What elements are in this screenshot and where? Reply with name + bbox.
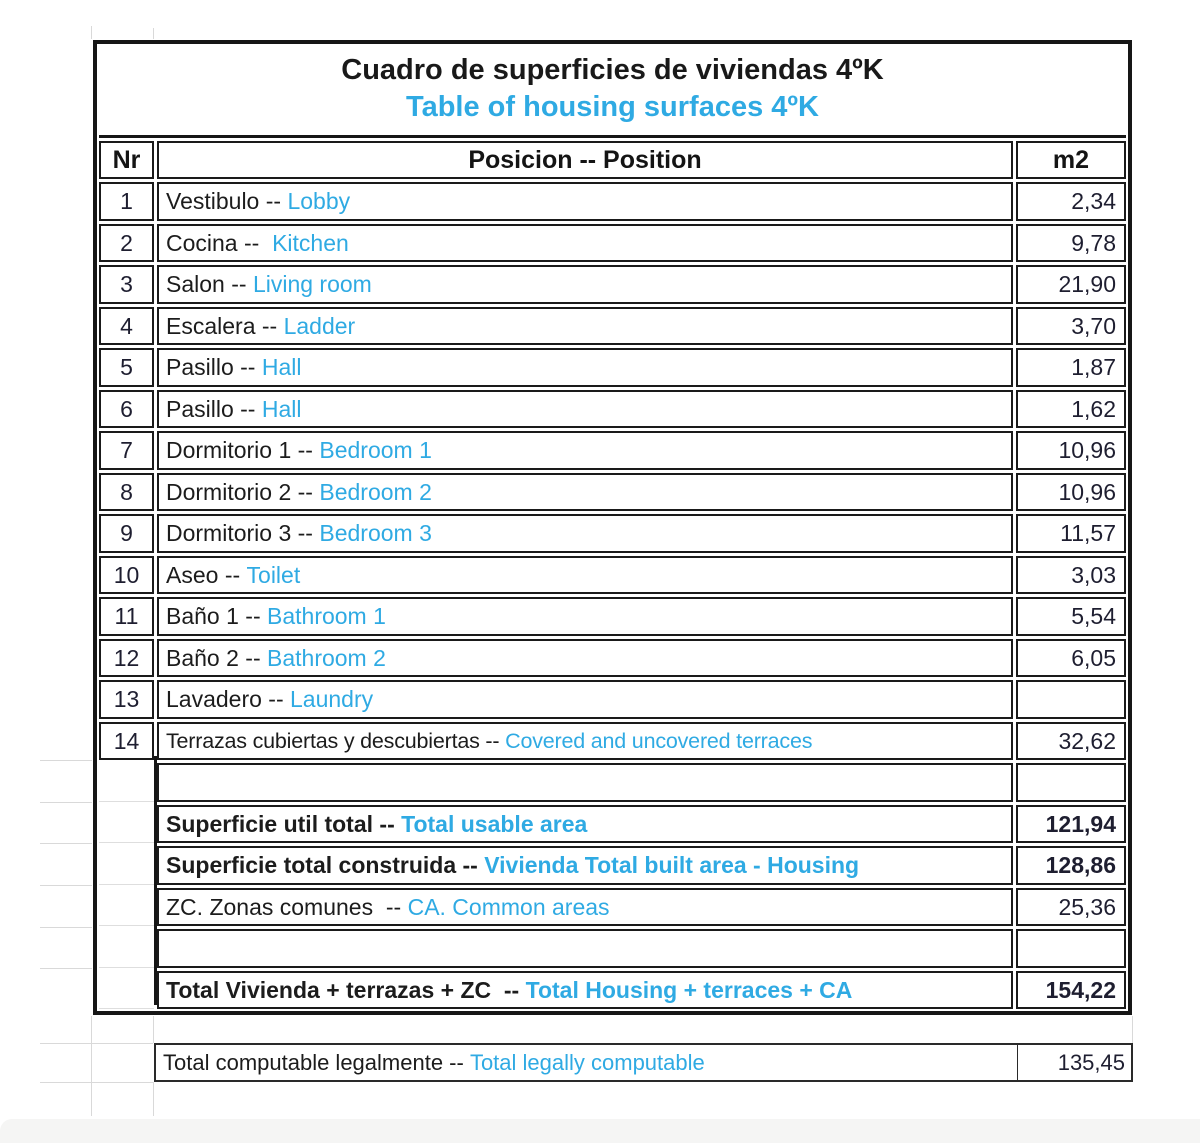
- summary-text-es: Superficie total construida --: [166, 852, 485, 879]
- table-row: [99, 473, 1126, 512]
- position-text-es: Cocina --: [166, 229, 273, 256]
- position-text-en: Kitchen: [272, 229, 349, 256]
- row-nr-cell: 9: [99, 514, 154, 553]
- table-row: [99, 597, 1126, 636]
- position-text-es: Dormitorio 3 --: [166, 520, 320, 547]
- table-title-english: Table of housing surfaces 4ºK: [406, 91, 819, 124]
- gridline: [40, 760, 92, 761]
- position-text-en: Bedroom 2: [319, 478, 432, 505]
- position-text-en: Ladder: [283, 312, 356, 339]
- gridline: [153, 1016, 154, 1043]
- grand-total-area-cell: 154,22: [1016, 971, 1126, 1010]
- row-nr-cell: 13: [99, 680, 154, 719]
- position-text-en: Lobby: [287, 188, 351, 215]
- gridline: [40, 968, 92, 969]
- empty-area-cell: [1016, 929, 1126, 968]
- row-nr-cell: 11: [99, 597, 154, 636]
- table-row: [99, 348, 1126, 387]
- table-row: [99, 514, 1126, 553]
- summary-row: [99, 846, 1126, 885]
- row-position-cell: [157, 722, 1013, 761]
- position-text-es: Lavadero --: [166, 686, 291, 713]
- nr-column-divider-line: [154, 756, 157, 1005]
- gridline: [91, 1016, 92, 1116]
- table-row: [99, 556, 1126, 595]
- summary-area-cell: 25,36: [1016, 888, 1126, 927]
- row-nr-cell: 10: [99, 556, 154, 595]
- row-area-cell: 2,34: [1016, 182, 1126, 221]
- summary-text-es: ZC. Zonas comunes --: [166, 893, 408, 920]
- row-area-cell: 1,87: [1016, 348, 1126, 387]
- position-text-es: Dormitorio 2 --: [166, 478, 320, 505]
- table-row: [99, 265, 1126, 304]
- row-position-cell: [157, 514, 1013, 553]
- row-position-cell: [157, 182, 1013, 221]
- row-area-cell: 5,54: [1016, 597, 1126, 636]
- row-area-cell: 3,03: [1016, 556, 1126, 595]
- summary-position-cell: [157, 805, 1013, 844]
- summary-text-en: CA. Common areas: [407, 893, 610, 920]
- row-nr-cell: 14: [99, 722, 154, 761]
- row-nr-cell: 12: [99, 639, 154, 678]
- table-row: [99, 431, 1126, 470]
- row-position-cell: [157, 224, 1013, 263]
- position-text-es: Dormitorio 1 --: [166, 437, 320, 464]
- gridline: [40, 885, 92, 886]
- row-position-cell: [157, 556, 1013, 595]
- row-position-cell: [157, 680, 1013, 719]
- empty-nr-cell: [99, 846, 154, 885]
- position-text-es: Baño 2 --: [166, 644, 267, 671]
- summary-row: [99, 805, 1126, 844]
- grand-total-text-es: Total Vivienda + terrazas + ZC --: [166, 976, 526, 1003]
- gridline: [40, 843, 92, 844]
- position-text-es: Pasillo --: [166, 395, 262, 422]
- row-nr-cell: 6: [99, 390, 154, 429]
- row-nr-cell: 4: [99, 307, 154, 346]
- table-title-block: [99, 46, 1126, 138]
- empty-nr-cell: [99, 805, 154, 844]
- legal-total-area-cell: 135,45: [1017, 1045, 1131, 1080]
- row-area-cell: 3,70: [1016, 307, 1126, 346]
- row-position-cell: [157, 307, 1013, 346]
- position-text-en: Hall: [261, 395, 302, 422]
- empty-nr-cell: [99, 763, 154, 802]
- empty-area-cell: [1016, 763, 1126, 802]
- legal-total-text-es: Total computable legalmente --: [163, 1049, 470, 1075]
- row-nr-cell: 1: [99, 182, 154, 221]
- position-text-es: Vestibulo --: [166, 188, 288, 215]
- row-area-cell: 6,05: [1016, 639, 1126, 678]
- position-text-en: Living room: [252, 271, 372, 298]
- row-position-cell: [157, 390, 1013, 429]
- empty-nr-cell: [99, 929, 154, 968]
- row-nr-cell: 5: [99, 348, 154, 387]
- row-area-cell: 10,96: [1016, 473, 1126, 512]
- summary-area-cell: 128,86: [1016, 846, 1126, 885]
- position-text-es: Baño 1 --: [166, 603, 267, 630]
- gridline: [153, 1082, 154, 1116]
- spacer-row: [99, 929, 1126, 968]
- table-row: [99, 390, 1126, 429]
- row-position-cell: [157, 473, 1013, 512]
- header-row: [99, 141, 1126, 180]
- legal-total-row: [154, 1043, 1133, 1082]
- table-row: [99, 722, 1126, 761]
- position-text-en: Bedroom 1: [319, 437, 432, 464]
- grand-total-text-en: Total Housing + terraces + CA: [525, 976, 853, 1003]
- gridline: [153, 28, 154, 39]
- empty-position-cell: [157, 763, 1013, 802]
- header-m2: m2: [1016, 141, 1126, 180]
- table-row: [99, 680, 1126, 719]
- gridline: [40, 927, 92, 928]
- empty-nr-cell: [99, 888, 154, 927]
- row-nr-cell: 8: [99, 473, 154, 512]
- grand-total-row: [99, 971, 1126, 1010]
- summary-position-cell: [157, 846, 1013, 885]
- summary-area-cell: 121,94: [1016, 805, 1126, 844]
- empty-nr-cell: [99, 971, 154, 1010]
- row-area-cell: 10,96: [1016, 431, 1126, 470]
- position-text-es: Escalera --: [166, 312, 284, 339]
- row-position-cell: [157, 431, 1013, 470]
- row-area-cell: 9,78: [1016, 224, 1126, 263]
- summary-text-es: Superficie util total --: [166, 810, 402, 837]
- grand-total-position-cell: [157, 971, 1013, 1010]
- row-nr-cell: 2: [99, 224, 154, 263]
- gridline: [40, 1043, 153, 1044]
- position-text-es: Terrazas cubiertas y descubiertas --: [166, 728, 506, 753]
- row-area-cell: 11,57: [1016, 514, 1126, 553]
- position-text-es: Aseo --: [166, 561, 247, 588]
- table-row: [99, 182, 1126, 221]
- row-nr-cell: 7: [99, 431, 154, 470]
- housing-surfaces-table: [93, 40, 1132, 1015]
- header-nr: Nr: [99, 141, 154, 180]
- row-position-cell: [157, 597, 1013, 636]
- table-row: [99, 224, 1126, 263]
- row-position-cell: [157, 639, 1013, 678]
- position-text-en: Toilet: [246, 561, 301, 588]
- summary-text-en: Vivienda Total built area - Housing: [484, 852, 860, 879]
- table-row: [99, 639, 1126, 678]
- gridline: [1132, 1016, 1133, 1043]
- row-nr-cell: 3: [99, 265, 154, 304]
- empty-position-cell: [157, 929, 1013, 968]
- table-row: [99, 307, 1126, 346]
- row-position-cell: [157, 348, 1013, 387]
- header-position: Posicion -- Position: [157, 141, 1013, 180]
- position-text-es: Salon --: [166, 271, 253, 298]
- position-text-en: Hall: [261, 354, 302, 381]
- legal-total-position-cell: [156, 1045, 1017, 1080]
- row-area-cell: 21,90: [1016, 265, 1126, 304]
- summary-row: [99, 888, 1126, 927]
- row-area-cell: 32,62: [1016, 722, 1126, 761]
- window-bottom-strip: [0, 1119, 1200, 1143]
- position-text-en: Covered and uncovered terraces: [505, 728, 813, 753]
- row-area-cell: [1016, 680, 1126, 719]
- gridline: [91, 26, 92, 39]
- gridline: [40, 1082, 153, 1083]
- position-text-en: Laundry: [290, 686, 374, 713]
- position-text-en: Bathroom 1: [267, 603, 386, 630]
- position-text-es: Pasillo --: [166, 354, 262, 381]
- row-area-cell: 1,62: [1016, 390, 1126, 429]
- spacer-row: [99, 763, 1126, 802]
- row-position-cell: [157, 265, 1013, 304]
- gridline: [40, 802, 92, 803]
- legal-total-text-en: Total legally computable: [469, 1049, 705, 1075]
- summary-position-cell: [157, 888, 1013, 927]
- table-title-spanish: Cuadro de superficies de viviendas 4ºK: [341, 54, 884, 86]
- position-text-en: Bedroom 3: [319, 520, 432, 547]
- summary-text-en: Total usable area: [401, 810, 588, 837]
- position-text-en: Bathroom 2: [267, 644, 386, 671]
